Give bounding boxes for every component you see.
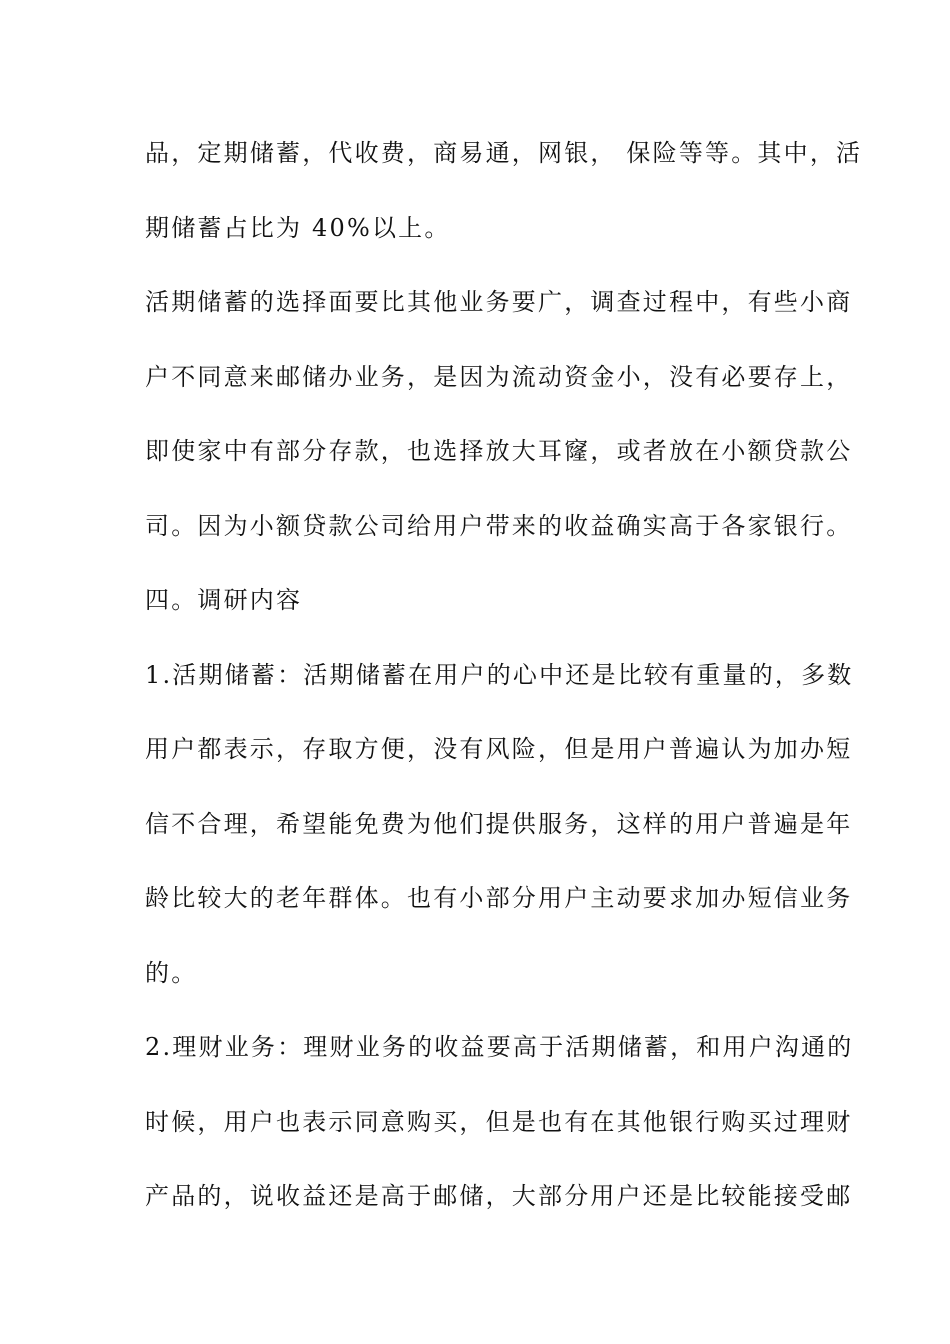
text-line: 的。 xyxy=(145,958,198,987)
section-heading: 四。调研内容 xyxy=(145,586,303,614)
text-line: 司。因为小额贷款公司给用户带来的收益确实高于各家银行。 xyxy=(145,511,853,540)
text-line: 信不合理，希望能免费为他们提供服务，这样的用户普遍是年 xyxy=(145,809,853,838)
text-line: 活期储蓄的选择面要比其他业务要广，调查过程中，有些小商 xyxy=(145,288,853,316)
document-body xyxy=(145,124,863,1242)
text-line: 户不同意来邮储办业务，是因为流动资金小，没有必要存上， xyxy=(145,362,853,391)
text-line: 2.理财业务：理财业务的收益要高于活期储蓄，和用户沟通的 xyxy=(145,1033,854,1061)
text-line: 品，定期储蓄，代收费，商易通，网银， 保险等等。其中，活 xyxy=(145,139,863,167)
text-line: 即使家中有部分存款，也选择放大耳窿，或者放在小额贷款公 xyxy=(145,437,853,465)
text-line: 龄比较大的老年群体。也有小部分用户主动要求加办短信业务 xyxy=(145,884,853,912)
text-line: 时候，用户也表示同意购买，但是也有在其他银行购买过理财 xyxy=(145,1107,853,1136)
text-line: 1.活期储蓄：活期储蓄在用户的心中还是比较有重量的，多数 xyxy=(145,660,854,689)
text-line: 用户都表示，存取方便，没有风险，但是用户普遍认为加办短 xyxy=(145,735,853,763)
text-line: 期储蓄占比为 40%以上。 xyxy=(145,213,451,242)
text-line: 产品的，说收益还是高于邮储，大部分用户还是比较能接受邮 xyxy=(145,1182,853,1210)
